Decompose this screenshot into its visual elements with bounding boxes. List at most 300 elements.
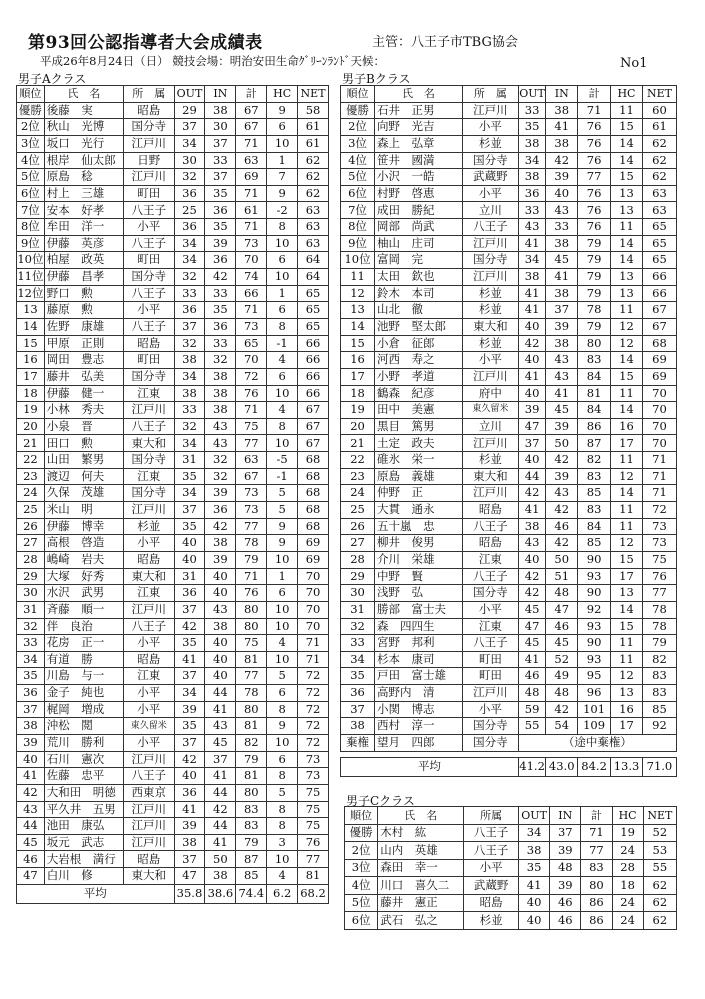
cell-net: 58 [298,102,329,119]
table-row [341,452,677,469]
cell-out: 39 [174,701,205,718]
cell-rank: 3位 [341,135,375,152]
cell-net: 72 [298,734,329,751]
cell-out: 34 [174,435,205,452]
table-row [17,618,329,635]
cell-club: 江戸川 [462,435,518,452]
cell-total: 76 [578,202,611,219]
cell-rank: 27 [17,535,45,552]
cell-rank: 47 [17,868,45,885]
cell-out: 38 [519,842,550,860]
cell-out: 34 [174,368,205,385]
cell-net: 71 [298,635,329,652]
cell-net: 76 [298,834,329,851]
cell-out: 41 [174,801,205,818]
cell-in: 38 [205,385,236,402]
cell-name: 伊藤 英彦 [44,235,123,252]
cell-out: 47 [174,868,205,885]
cell-hc: -1 [267,468,298,485]
cell-in: 37 [205,135,236,152]
cell-net: 62 [642,169,676,186]
cell-out: 42 [518,585,545,602]
cell-rank: 27 [341,535,375,552]
cell-total: 90 [578,551,611,568]
cell-club: 八王子 [124,285,174,302]
cell-hc: 6 [267,368,298,385]
cell-rank: 21 [17,435,45,452]
table-row [17,318,329,335]
cell-club: 小平 [124,685,174,702]
cell-total: 93 [578,618,611,635]
cell-club: 江戸川 [462,485,518,502]
cell-total: 73 [236,235,267,252]
table-row [17,368,329,385]
cell-out: 39 [174,818,205,835]
cell-name: 大貫 通永 [375,502,463,519]
header-hc: HC [611,86,643,103]
cell-name: 森上 弘章 [375,135,463,152]
cell-hc: 8 [267,219,298,236]
table-row [341,535,677,552]
cell-club: 町田 [124,252,174,269]
table-row [17,502,329,519]
cell-rank: 6位 [17,185,45,202]
cell-name: 根岸 仙太郎 [44,152,123,169]
table-row [17,834,329,851]
cell-club: 小平 [124,535,174,552]
cell-club: 昭島 [462,502,518,519]
cell-hc: 9 [267,102,298,119]
table-row [17,219,329,236]
cell-hc: 12 [611,318,643,335]
class-b-average-table [340,757,677,777]
cell-in: 41 [205,834,236,851]
cell-in: 48 [546,685,578,702]
cell-net: 63 [642,202,676,219]
header-rank: 順位 [17,86,45,103]
cell-net: 62 [643,877,676,895]
table-row [17,252,329,269]
cell-net: 63 [298,202,329,219]
cell-total: 70 [236,252,267,269]
cell-rank: 25 [17,502,45,519]
cell-total: 76 [236,585,267,602]
cell-club: 府中 [462,385,518,402]
table-row [17,701,329,718]
cell-in: 38 [546,135,578,152]
table-row [341,618,677,635]
table-row [17,651,329,668]
table-row [341,185,677,202]
cell-name: 向野 光吉 [375,119,463,136]
cell-out: 43 [518,219,545,236]
average-total: 74.4 [236,884,267,904]
event-date: 平成26年8月24日（日） [40,54,169,68]
cell-name: 大岩根 満行 [44,851,123,868]
cell-name: 河西 寿之 [375,352,463,369]
cell-rank: 28 [341,551,375,568]
cell-name: 伊藤 博幸 [44,518,123,535]
cell-rank: 23 [341,468,375,485]
cell-club: 江戸川 [124,502,174,519]
cell-club: 江戸川 [124,402,174,419]
cell-out: 32 [174,169,205,186]
cell-out: 55 [518,718,545,735]
cell-in: 33 [205,335,236,352]
header-in: IN [205,86,236,103]
cell-net: 65 [642,252,676,269]
cell-net: 70 [642,385,676,402]
cell-net: 68 [298,468,329,485]
cell-net: 68 [298,502,329,519]
cell-rank: 9位 [341,235,375,252]
event-info [40,53,385,69]
cell-net: 69 [298,551,329,568]
cell-out: 40 [518,318,545,335]
organizer: 主管：八王子市TBG協会 [372,35,518,50]
cell-name: 川島 与一 [44,668,123,685]
cell-in: 49 [546,668,578,685]
cell-name: 小関 博志 [375,701,463,718]
cell-total: 80 [236,618,267,635]
cell-club: 江戸川 [462,368,518,385]
cell-hc: 24 [612,912,643,930]
table-row [17,718,329,735]
header-rank: 順位 [341,86,375,103]
cell-name: 戸田 富士雄 [375,668,463,685]
cell-club: 小平 [462,352,518,369]
table-row [341,468,677,485]
cell-club: 江戸川 [462,269,518,286]
cell-hc: 11 [611,452,643,469]
cell-rank: 20 [17,418,45,435]
cell-in: 39 [546,318,578,335]
cell-name: 村野 啓恵 [375,185,463,202]
average-hc: 6.2 [267,884,298,904]
cell-net: 62 [643,912,676,930]
cell-hc: 15 [611,169,643,186]
cell-in: 38 [546,235,578,252]
cell-net: 65 [298,285,329,302]
cell-rank: 31 [341,601,375,618]
table-row [341,668,677,685]
table-row [17,818,329,835]
cell-rank: 4位 [17,152,45,169]
header-hc: HC [612,807,643,825]
cell-in: 45 [546,252,578,269]
table-row [341,285,677,302]
cell-rank: 22 [341,452,375,469]
cell-hc: 1 [267,285,298,302]
cell-total: 87 [578,435,611,452]
cell-club: 日野 [124,152,174,169]
cell-club: 東大和 [124,435,174,452]
cell-name: 安本 好孝 [44,202,123,219]
cell-total: 77 [236,518,267,535]
cell-total: 71 [236,219,267,236]
cell-net: 71 [298,651,329,668]
cell-rank: 15 [341,335,375,352]
cell-net: 92 [642,718,676,735]
cell-rank: 優勝 [17,102,45,119]
cell-name: 鶴森 紀彦 [375,385,463,402]
cell-out: 37 [174,318,205,335]
table-row [17,868,329,885]
cell-club: 昭島 [124,551,174,568]
cell-out: 34 [519,824,550,842]
cell-total: 96 [578,685,611,702]
table-row [341,385,677,402]
cell-out: 37 [174,668,205,685]
cell-hc: 19 [612,824,643,842]
cell-hc: 13 [611,585,643,602]
cell-net: 81 [298,868,329,885]
cell-name: 坂元 武志 [44,834,123,851]
cell-out: 42 [518,335,545,352]
cell-in: 33 [205,152,236,169]
cell-out: 34 [174,485,205,502]
cell-club: 江戸川 [462,685,518,702]
cell-hc: 4 [267,635,298,652]
cell-total: 85 [578,485,611,502]
cell-club: 小平 [462,119,518,136]
cell-club: 八王子 [124,618,174,635]
table-row [341,651,677,668]
cell-net: 67 [298,435,329,452]
cell-net: 62 [298,152,329,169]
cell-out: 36 [518,185,545,202]
table-row [341,551,677,568]
cell-total: 67 [236,468,267,485]
cell-club: 八王子 [462,568,518,585]
cell-out: 47 [518,618,545,635]
cell-in: 42 [546,701,578,718]
cell-rank: 6位 [345,912,378,930]
cell-rank: 11 [341,269,375,286]
cell-name: 岡田 豊志 [44,352,123,369]
cell-hc: 10 [267,651,298,668]
cell-name: 黒目 篤男 [375,418,463,435]
cell-total: 73 [236,318,267,335]
cell-hc: 7 [267,169,298,186]
cell-club: 江東 [124,585,174,602]
cell-rank: 13 [17,302,45,319]
cell-total: 78 [578,302,611,319]
cell-club: 江東 [462,618,518,635]
cell-name: 小野 孝道 [375,368,463,385]
cell-club: 東大和 [124,568,174,585]
cell-out: 40 [174,535,205,552]
cell-club: 江戸川 [124,801,174,818]
table-row [341,102,677,119]
cell-rank: 14 [17,318,45,335]
cell-net: 72 [298,701,329,718]
cell-hc: 14 [611,352,643,369]
table-row [341,152,677,169]
cell-total: 87 [236,851,267,868]
table-row [17,518,329,535]
cell-total: 95 [578,668,611,685]
cell-rank: 2位 [345,842,378,860]
cell-out: 48 [518,685,545,702]
cell-club: 武蔵野 [464,877,519,895]
header-net: NET [298,86,329,103]
cell-in: 39 [546,169,578,186]
cell-total: 63 [236,152,267,169]
cell-hc: 11 [611,102,643,119]
cell-name: 池野 堅太郎 [375,318,463,335]
cell-hc: 11 [611,502,643,519]
cell-out: 35 [174,718,205,735]
table-row [341,502,677,519]
cell-net: 70 [642,402,676,419]
cell-out: 41 [518,502,545,519]
cell-total: 71 [578,102,611,119]
cell-name: 梶岡 増成 [44,701,123,718]
cell-out: 41 [174,651,205,668]
cell-club: 杉並 [462,335,518,352]
cell-hc: 8 [267,318,298,335]
average-hc: 13.3 [611,758,643,777]
cell-rank: 17 [17,368,45,385]
cell-out: 33 [518,202,545,219]
cell-hc: 4 [267,352,298,369]
cell-name: 渡辺 何夫 [44,468,123,485]
cell-hc: 10 [267,851,298,868]
cell-rank: 33 [341,635,375,652]
cell-in: 38 [546,102,578,119]
cell-out: 40 [174,768,205,785]
cell-net: 73 [298,768,329,785]
table-row [341,252,677,269]
table-row [341,418,677,435]
cell-in: 42 [205,269,236,286]
table-row [341,135,677,152]
cell-net: 75 [298,801,329,818]
table-row [341,734,677,751]
table-row [17,535,329,552]
cell-rank: 10位 [341,252,375,269]
cell-club: 東大和 [462,468,518,485]
cell-net: 63 [642,185,676,202]
cell-name: 西村 淳一 [375,718,463,735]
cell-out: 41 [519,877,550,895]
cell-club: 町田 [124,352,174,369]
cell-rank: 37 [17,701,45,718]
cell-net: 68 [298,452,329,469]
cell-out: 35 [174,468,205,485]
cell-rank: 35 [341,668,375,685]
cell-total: 79 [578,318,611,335]
cell-out: 44 [518,468,545,485]
cell-name: 勝部 富士夫 [375,601,463,618]
cell-rank: 35 [17,668,45,685]
cell-total: 63 [236,452,267,469]
cell-rank: 24 [341,485,375,502]
cell-name: 石川 憲次 [44,751,123,768]
cell-rank: 29 [341,568,375,585]
cell-in: 35 [205,185,236,202]
cell-club: 八王子 [464,842,519,860]
cell-in: 54 [546,718,578,735]
cell-club: 小平 [124,219,174,236]
header-club: 所 属 [462,86,518,103]
cell-rank: 16 [341,352,375,369]
cell-total: 76 [578,152,611,169]
table-row [17,235,329,252]
cell-hc: 14 [611,235,643,252]
cell-rank: 5位 [17,169,45,186]
cell-club: 八王子 [464,824,519,842]
page-number: No1 [620,56,648,71]
cell-net: 73 [642,518,676,535]
cell-out: 45 [518,601,545,618]
cell-hc: 17 [611,718,643,735]
cell-total: 81 [236,718,267,735]
cell-total: 78 [236,685,267,702]
cell-in: 36 [205,318,236,335]
cell-in: 32 [205,352,236,369]
cell-in: 30 [205,119,236,136]
cell-in: 38 [205,868,236,885]
cell-club: 昭島 [124,651,174,668]
cell-in: 41 [205,768,236,785]
cell-net: 85 [642,701,676,718]
cell-net: 75 [298,784,329,801]
cell-total: 79 [236,751,267,768]
cell-net: 61 [298,119,329,136]
cell-total: 84 [578,368,611,385]
average-in: 43.0 [546,758,578,777]
cell-net: 71 [642,485,676,502]
class-a-table [16,85,329,904]
cell-name: 荒川 勝利 [44,734,123,751]
class-a-label: 男子Aクラス [18,72,87,86]
cell-out: 31 [174,452,205,469]
cell-net: 63 [298,219,329,236]
cell-name: 浅野 弘 [375,585,463,602]
cell-net: 60 [642,102,676,119]
cell-total: 86 [578,418,611,435]
cell-name: 五十嵐 忠 [375,518,463,535]
cell-hc: 24 [612,842,643,860]
cell-total: 71 [581,824,612,842]
table-row [345,894,677,912]
table-row [17,302,329,319]
table-row [17,601,329,618]
cell-hc: 6 [267,751,298,768]
cell-total: 93 [578,651,611,668]
header-out: OUT [174,86,205,103]
cell-net: 70 [642,435,676,452]
header-total: 計 [578,86,611,103]
cell-name: 伊藤 健一 [44,385,123,402]
cell-hc: 6 [267,252,298,269]
cell-net: 73 [298,751,329,768]
cell-total: 65 [236,335,267,352]
cell-name: 小倉 征郎 [375,335,463,352]
cell-in: 38 [205,368,236,385]
cell-club: 国分寺 [462,718,518,735]
cell-net: 67 [298,418,329,435]
header-net: NET [642,86,676,103]
cell-out: 47 [518,418,545,435]
table-row [17,635,329,652]
cell-rank: 2位 [17,119,45,136]
cell-out: 43 [518,535,545,552]
cell-club: 国分寺 [462,585,518,602]
cell-net: 62 [642,152,676,169]
